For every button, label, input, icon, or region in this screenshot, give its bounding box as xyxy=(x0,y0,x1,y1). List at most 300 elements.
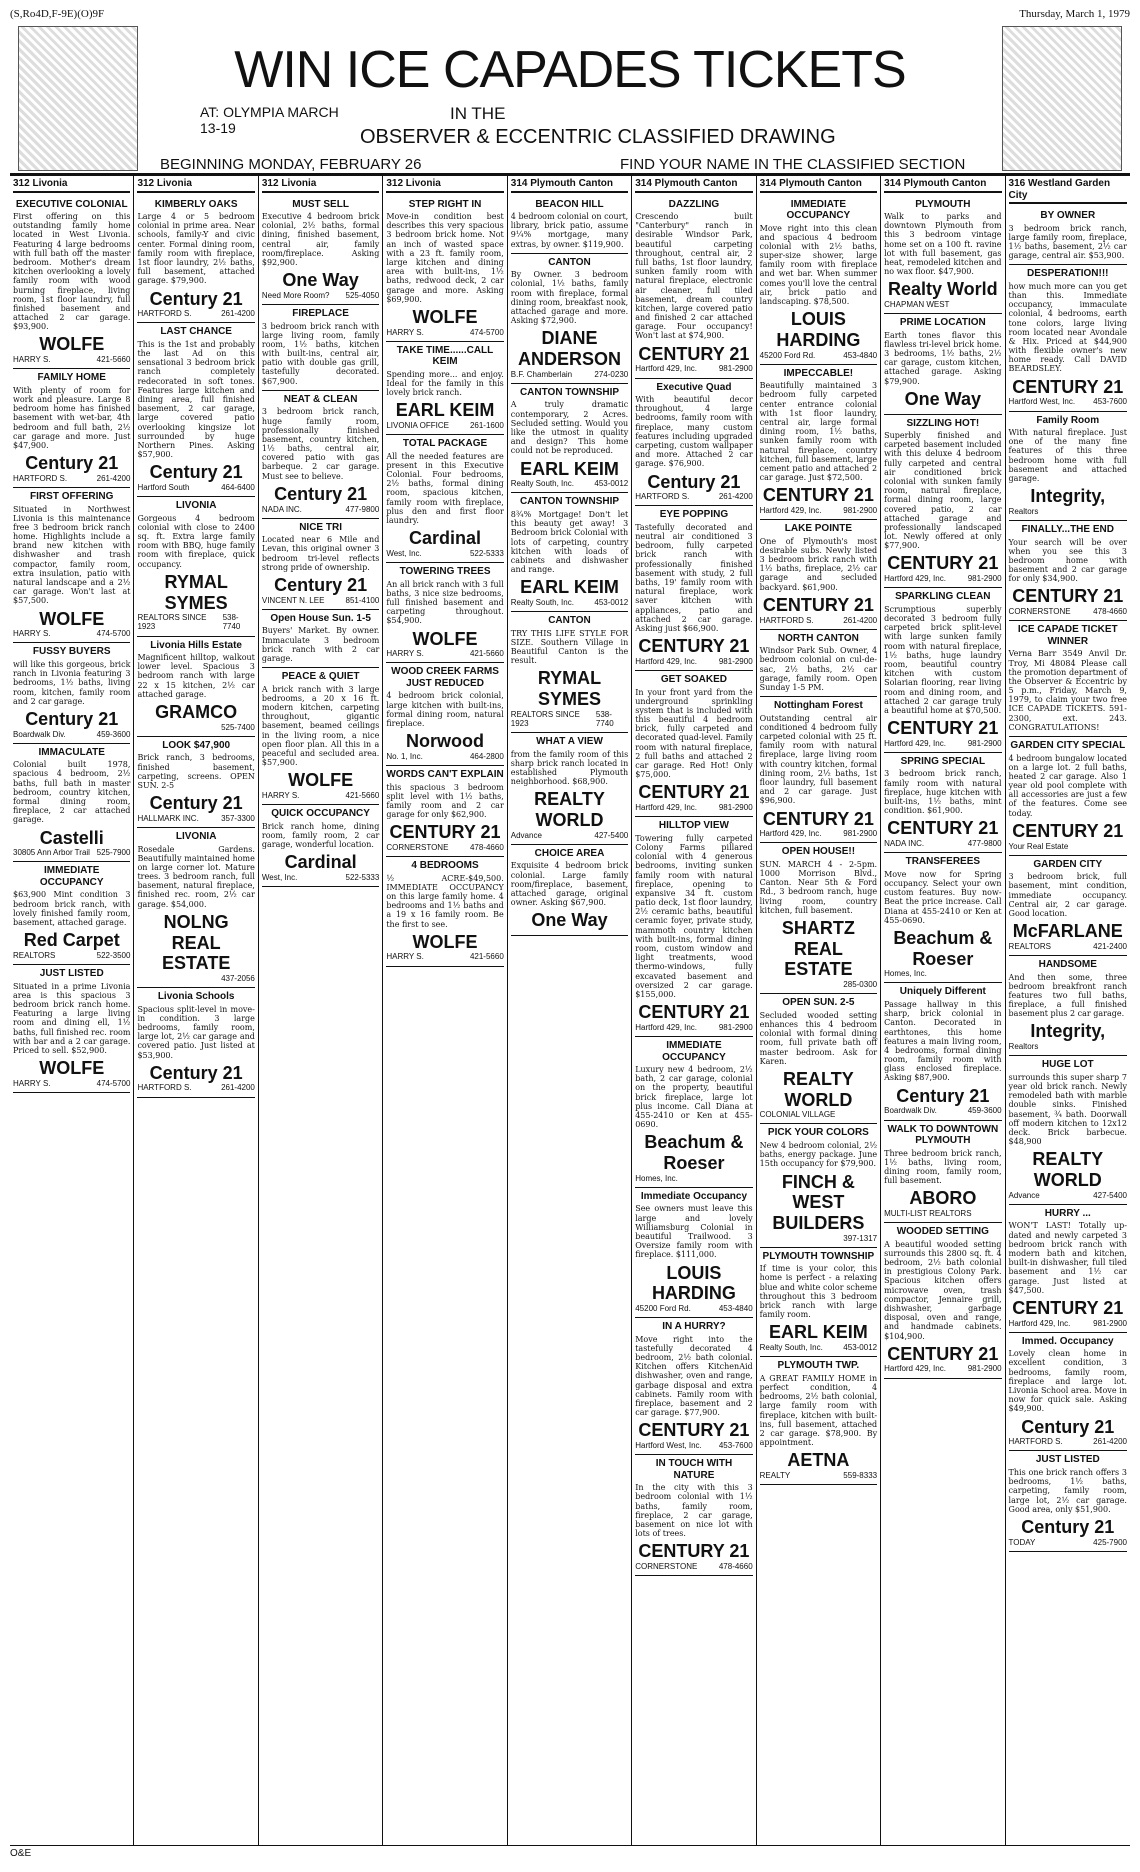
realtor-logo: NOLNG REAL ESTATE xyxy=(161,911,231,974)
ad-contact: HARRY S. xyxy=(13,355,51,365)
classified-ad xyxy=(137,196,254,324)
column-heading: 314 Plymouth Canton xyxy=(511,178,628,193)
ad-title: QUICK OCCUPANCY xyxy=(271,808,370,820)
classified-ad xyxy=(137,988,254,1098)
ad-phone: 474-5700 xyxy=(469,327,504,337)
ad-body: ½ ACRE-$49,500. IMMEDIATE OCCUPANCY on this large family home. 4 bedrooms and 1½ baths and a 19 x 16 family room. Be the first to see. xyxy=(386,873,504,929)
ad-body: In the city with this 3 bedroom colonial with 1½ baths, family room, fireplace, 2 car garage, basement on nice lot with lots of trees. xyxy=(635,1483,753,1539)
classified-ad xyxy=(511,733,628,845)
ad-title: IMMEDIATE OCCUPANCY xyxy=(39,865,104,888)
classified-ad xyxy=(760,196,877,365)
ad-contact: Hartford 429, Inc. xyxy=(635,1022,698,1032)
date-line: Thursday, March 1, 1979 xyxy=(1019,8,1130,20)
ad-title: EYE POPPING xyxy=(659,509,729,521)
ad-title: TAKE TIME......CALL KEIM xyxy=(396,344,494,368)
classified-ad xyxy=(13,744,130,863)
ad-phone: 421-2400 xyxy=(1093,941,1127,951)
ad-title: HUGE LOT xyxy=(1041,1059,1094,1071)
ad-title: GARDEN CITY SPECIAL xyxy=(1010,740,1126,751)
ad-contact-line xyxy=(137,309,254,318)
ad-title: FUSSY BUYERS xyxy=(32,646,111,658)
classified-columns xyxy=(10,176,1130,1846)
column-1 xyxy=(10,176,134,1845)
ad-title: IN A HURRY? xyxy=(662,1321,726,1333)
top-bar xyxy=(10,8,1130,24)
ad-body: Move now for Spring occupancy. Select your own custom features. Buy now-Beat the price increase. Call Diana at 455-2410 or Ken at 455-0690. xyxy=(884,869,1002,925)
realtor-logo: RYMAL SYMES xyxy=(164,571,228,613)
classified-ad xyxy=(760,520,877,630)
ad-phone: 474-5700 xyxy=(96,629,131,639)
ad-contact: 45200 Ford Rd. xyxy=(635,1303,691,1313)
ad-contact: CORNERSTONE xyxy=(635,1561,698,1571)
ad-contact: CORNERSTONE xyxy=(386,842,449,852)
ad-body: Three bedroom brick ranch, 1½ baths, living room, dining room, family room, full basement. xyxy=(884,1148,1002,1186)
classified-ad xyxy=(386,563,503,663)
ad-phone: 981-2900 xyxy=(843,829,878,839)
realtor-logo: Century 21 xyxy=(896,1085,990,1106)
ad-contact-line xyxy=(13,629,130,638)
realtor-logo: Integrity, xyxy=(1030,1021,1106,1042)
ad-title: TRANSFEREES xyxy=(905,856,981,868)
classified-ad xyxy=(1009,856,1127,956)
ad-contact-line xyxy=(884,300,1001,309)
classified-ad xyxy=(635,1188,752,1318)
ad-contact-line xyxy=(386,752,503,761)
column-8 xyxy=(881,176,1005,1845)
ad-contact: HARRY S. xyxy=(386,649,424,659)
ad-body: This one brick ranch offers 3 bedrooms, 1½ baths, carpeting, family room, large lot, 2½ car garage. Good area, only $51,900. xyxy=(1008,1467,1127,1514)
ad-title: CANTON xyxy=(548,256,591,268)
ad-contact-line xyxy=(884,1364,1001,1373)
ad-contact: Advance xyxy=(510,830,542,840)
ad-title: EXECUTIVE COLONIAL xyxy=(15,198,128,210)
ad-title: PICK YOUR COLORS xyxy=(767,1127,869,1139)
ad-phone: 478-4660 xyxy=(1093,607,1127,617)
realtor-logo: CENTURY 21 xyxy=(887,718,999,739)
ad-phone: 525-7900 xyxy=(96,848,131,858)
ad-contact: COLONIAL VILLAGE xyxy=(759,1110,836,1120)
classified-ad xyxy=(760,630,877,697)
column-9 xyxy=(1006,176,1130,1845)
ad-contact: Hartford West, Inc. xyxy=(635,1440,702,1450)
ad-body: Colonial built 1978, spacious 4 bedroom, 2½ baths, full bath in master bedroom, country kitchen, formal dining room, fireplace, 2 car attached garage. xyxy=(13,760,131,825)
ad-body: 3 bedroom brick, full basement, mint condition, immediate occupancy. Central air, 2 car garage. Good location. xyxy=(1008,872,1127,918)
classified-ad xyxy=(884,314,1001,414)
realtor-logo: EARL KEIM xyxy=(520,577,619,598)
realtor-logo: CENTURY 21 xyxy=(887,553,999,574)
ad-body: how much more can you get than this. Immediate occupancy, immaculate colonial, 4 bedrooms, earth tone colors, large living room located near Avondale & Hix. Priced at $44,900 with flexible owner's new home ready. Call DAVID BEARDSLEY. xyxy=(1008,281,1127,374)
classified-ad xyxy=(137,637,254,737)
ad-phone: 453-7600 xyxy=(1093,397,1127,407)
realtor-logo: Century 21 xyxy=(1021,1416,1115,1437)
ad-body: $63,900 Mint condition 3 bedroom brick ranch, with lovely finished family room, basement, attached garage. xyxy=(13,890,131,927)
ad-contact: HARTFORD S. xyxy=(635,492,690,502)
ad-phone: 274-0230 xyxy=(594,369,629,379)
ad-body: Verna Barr 3549 Anvil Dr. Troy, Mi 48084 Please call the promotion department of the Observer & Eccentric by 5 p.m., Friday, March 9, 1979, to claim your two free ICE CAPADE TICKETS. 591-2300, ext. 243. CONGRATULATIONS! xyxy=(1008,649,1127,732)
ad-contact: Homes, Inc. xyxy=(635,1173,678,1183)
ad-contact-line xyxy=(884,574,1001,583)
ad-phone: 421-5660 xyxy=(345,790,380,800)
ad-title: FIREPLACE xyxy=(292,308,349,319)
classified-ad xyxy=(137,323,254,497)
ad-contact-line xyxy=(760,616,877,625)
column-heading: 312 Livonia xyxy=(386,178,503,193)
classified-ad xyxy=(1009,1451,1127,1551)
classified-ad xyxy=(760,1357,877,1485)
ad-contact-line xyxy=(884,839,1001,848)
ad-body: A brick ranch with 3 large bedrooms, a 20 x 16 ft. modern kitchen, carpeting throughout, gigantic basement, beamed ceilings in the living room, a nice open floor plan. All this in a peaceful and secluded area. $57,900. xyxy=(261,684,380,768)
ad-phone: 559-8333 xyxy=(843,1470,878,1480)
ad-title: Family Room xyxy=(1036,414,1100,426)
ad-body: Spending more... and enjoy. Ideal for the family in this lovely brick ranch. xyxy=(386,369,504,398)
ad-title: CANTON xyxy=(548,615,591,627)
ad-phone: 981-2900 xyxy=(718,656,753,666)
realtor-logo: Cardinal xyxy=(409,528,482,549)
ad-body: surrounds this super sharp 7 year old brick ranch. Newly remodeled bath with marble double sinks. Finished basement, ¾ bath. Doorwall off modern kitchen to 12x12 deck. Brick barbecue. $48,900 xyxy=(1008,1072,1127,1147)
ad-body: Your search will be over when you see this 3 bedroom home with basement and 2 car garage for only $34,900. xyxy=(1008,537,1127,584)
ad-contact: B.F. Chamberlain xyxy=(510,369,573,379)
classified-ad xyxy=(884,1223,1001,1378)
column-3 xyxy=(259,176,383,1845)
ad-contact-line xyxy=(1009,607,1127,616)
ad-phone: 478-4660 xyxy=(718,1561,753,1571)
ad-body: WON'T LAST! Totally up-dated and newly carpeted 3 bedroom brick ranch with modern bath and kitchen, built-in dishwasher, full tiled basement and 1½ car garage. Just listed at $47,500. xyxy=(1008,1221,1127,1295)
ad-title: IN TOUCH WITH NATURE xyxy=(655,1458,733,1481)
ad-body: Exquisite 4 bedroom brick colonial. Large family room/fireplace, basement, attached garage, original owner. Asking $67,900. xyxy=(510,861,629,908)
ad-contact-line xyxy=(13,730,130,739)
realtor-logo: CENTURY 21 xyxy=(638,1541,750,1562)
ad-title: OPEN SUN. 2-5 xyxy=(782,997,855,1009)
ad-phone: 421-5660 xyxy=(96,355,131,365)
realtor-logo: WOLFE xyxy=(39,1058,105,1079)
realtor-logo: CENTURY 21 xyxy=(762,485,874,506)
classified-ad xyxy=(511,493,628,612)
ad-phone: 453-0012 xyxy=(594,597,629,607)
ad-contact-line xyxy=(1009,842,1127,851)
ad-phone: 421-5660 xyxy=(469,649,504,659)
ad-phone: 981-2900 xyxy=(718,364,753,374)
ad-title: Immediate Occupancy xyxy=(640,1190,748,1202)
ad-title: WOOD CREEK FARMS JUST REDUCED xyxy=(391,666,499,689)
ad-body: 3 bedroom brick ranch, large family room, fireplace, 1½ baths, basement, 2½ car garage, central air. $53,900. xyxy=(1008,223,1127,261)
ad-phone: 261-4200 xyxy=(1093,1437,1127,1447)
ad-body: And then some, three bedroom breakfront ranch features two full baths, fireplace, a full finished basement plus 2 car garage. xyxy=(1008,972,1127,1019)
ad-title: NEAT & CLEAN xyxy=(283,393,358,405)
classified-ad xyxy=(386,196,503,342)
ad-body: With natural fireplace. Just one of the many fine features of this three bedroom home with full basement and attached garage. xyxy=(1008,428,1127,483)
classified-ad xyxy=(137,828,254,988)
ad-title: NORTH CANTON xyxy=(777,632,859,644)
ad-title: OPEN HOUSE!! xyxy=(781,846,856,858)
ad-contact-line xyxy=(635,1304,752,1313)
ad-contact: Hartford 429, Inc. xyxy=(635,656,698,666)
ad-phone: 453-0012 xyxy=(594,479,629,489)
realtor-logo: EARL KEIM xyxy=(520,458,619,479)
ad-title: ICE CAPADE TICKET WINNER xyxy=(1017,624,1118,647)
realtor-logo: RYMAL SYMES xyxy=(537,668,602,710)
ad-title: Nottingham Forest xyxy=(773,700,863,712)
ad-contact-line xyxy=(262,791,379,800)
column-heading: 312 Livonia xyxy=(262,178,379,193)
ad-title: WALK TO DOWNTOWN PLYMOUTH xyxy=(887,1123,999,1146)
ad-body: Rosedale Gardens. Beautifully maintained home on large corner lot. Mature trees. 3 bedroom ranch, full basement, natural fireplace, finished rec. room, 2½ car garage. $54,000. xyxy=(137,844,255,909)
ad-phone: 981-2900 xyxy=(967,738,1002,748)
ad-contact-line xyxy=(386,649,503,658)
ad-phone: 437-2056 xyxy=(221,973,255,983)
column-4 xyxy=(383,176,507,1845)
ad-phone: 425-7900 xyxy=(1093,1537,1127,1547)
ad-body: Move right into this clean and spacious 4 bedroom colonial with 2½ baths, super-size shower, large family room with fireplace and wet bar. When summer comes you'll love the central air, brick patio and landscaping. $78,500. xyxy=(759,223,878,306)
ad-phone: 453-7600 xyxy=(718,1440,753,1450)
ad-phone: 522-3500 xyxy=(96,950,131,960)
classified-ad xyxy=(511,612,628,733)
ad-title: Immed. Occupancy xyxy=(1021,1335,1114,1347)
ad-contact: Homes, Inc. xyxy=(884,969,927,979)
realtor-logo: REALTY WORLD xyxy=(783,1068,854,1110)
ad-contact-line xyxy=(635,492,752,501)
ad-body: Towering fully carpeted Colony Farms pillared colonial with 4 generous bedrooms, inviting sunken family room with natural fireplace, opening to expansive 34 ft. custom patio deck, 1st floor laundry, 2½ ceramic baths, beautiful ceramic foyer, private study, mammoth country kitchen with built-ins, formal dining room, custom window and light treatments, wood thermo-windows, fully excavated basement and oversized 2 car garage. $155,000. xyxy=(635,833,753,999)
ad-body: New 4 bedroom colonial, 2½ baths, energy package. June 15th occupancy for $79,900. xyxy=(759,1140,878,1169)
ad-body: Outstanding central air conditioned 4 bedroom fully carpeted colonial with 25 ft. family room with natural fireplace, large living room with country kitchen, formal dining room, 2½ baths, 1st floor laundry, full basement and 2 car garage. Just $96,900. xyxy=(759,713,878,806)
ad-contact: Hartford West, Inc. xyxy=(1008,397,1076,407)
ad-body: Located near 6 Mile and Levan, this original owner 3 bedroom tri-level reflects strong pride of ownership. xyxy=(261,535,380,572)
ad-title: JUST LISTED xyxy=(39,968,104,980)
ad-title: DAZZLING xyxy=(668,198,720,210)
realtor-logo: Cardinal xyxy=(284,852,357,873)
ad-title: PEACE & QUIET xyxy=(281,671,360,683)
ad-contact: Hartford 429, Inc. xyxy=(884,574,946,584)
ad-contact: HARTFORD S. xyxy=(1008,1437,1063,1447)
classified-ad xyxy=(884,853,1001,983)
realtor-logo: GRAMCO xyxy=(155,702,238,722)
ad-title: GET SOAKED xyxy=(660,674,727,685)
ad-phone: 522-5333 xyxy=(345,872,380,882)
realtor-logo: Century 21 xyxy=(149,1062,243,1083)
realtor-logo: DIANE ANDERSON xyxy=(517,328,621,370)
ad-contact-line xyxy=(137,1083,254,1092)
ad-title: GARDEN CITY xyxy=(1033,858,1103,870)
ad-phone: 525-4050 xyxy=(345,290,380,300)
ad-phone: 397-1317 xyxy=(843,1233,878,1243)
ad-contact-line xyxy=(262,505,379,514)
classified-ad xyxy=(1009,265,1127,411)
ad-body: Beautifully maintained 3 bedroom fully carpeted center entrance colonial with 1st floor laundry, central air, large formal dining room, 1½ baths, sunken family room with natural fireplace, country kitchen, full basement, large cement patio and attached 2 car garage. Just $72,500. xyxy=(759,381,878,483)
ad-contact-line xyxy=(13,848,130,857)
classified-ad xyxy=(262,610,379,668)
column-6 xyxy=(632,176,756,1845)
classified-ad xyxy=(386,342,503,435)
ad-contact: Hartford 429, Inc. xyxy=(635,364,698,374)
ad-contact: Hartford South xyxy=(137,483,190,492)
ad-title: Uniquely Different xyxy=(899,986,986,998)
classified-ad xyxy=(635,1318,752,1455)
ad-body: A truly dramatic contemporary, 2 Acres. Secluded setting. Would you like the utmost in quality and design? This home could not be reproduced. xyxy=(510,400,629,456)
ad-phone: 357-3300 xyxy=(221,813,255,823)
ad-contact: West, Inc. xyxy=(386,548,422,558)
ad-contact-line xyxy=(1009,1042,1127,1051)
ad-body: A beautiful wooded setting surrounds this 2800 sq. ft. 4 bedroom, 2½ bath colonial in prestigious Colony Park. Spacious kitchen offers microwave oven, trash compactor, Jennaire grill, dishwasher, garbage disposal, oven and range, and handmade cabinets. $104,900. xyxy=(884,1239,1002,1341)
banner xyxy=(10,26,1130,176)
ad-phone: 477-9800 xyxy=(967,839,1002,849)
ad-phone: 522-5333 xyxy=(469,548,504,558)
realtor-logo: Century 21 xyxy=(149,288,243,309)
ad-contact-line xyxy=(137,974,254,983)
classified-ad xyxy=(884,1121,1001,1224)
ad-contact-line xyxy=(635,1174,752,1183)
ad-contact-line xyxy=(386,421,503,430)
realtor-logo: One Way xyxy=(904,388,981,409)
ad-body: Secluded wooded setting enhances this 4 bedroom colonial with formal dining room, full private bath off master bedroom. Ask for Karen. xyxy=(759,1010,878,1066)
ad-body: 4 bedroom brick colonial, large kitchen with built-ins, formal dining room, natural fireplace. xyxy=(386,691,504,728)
ad-contact-line xyxy=(386,843,503,852)
ad-contact: Realty South, Inc. xyxy=(510,597,574,607)
ad-contact-line xyxy=(760,829,877,838)
ad-title: WHAT A VIEW xyxy=(536,736,603,748)
ad-phone: 459-3600 xyxy=(967,1106,1002,1116)
ad-contact-line xyxy=(760,506,877,515)
realtor-logo: EARL KEIM xyxy=(769,1322,868,1343)
realtor-logo: McFARLANE xyxy=(1012,921,1123,942)
ad-contact-line xyxy=(13,355,130,364)
classified-ad xyxy=(1009,1056,1127,1205)
ad-body: Passage hallway in this sharp, brick colonial in Canton. Decorated in earthtones, this home features a main living room, 4 bedrooms, formal dining room, family room with glass enclosed fireplace. Asking $87,900. xyxy=(884,999,1002,1083)
ad-contact-line xyxy=(386,549,503,558)
ad-contact: Hartford 429, Inc. xyxy=(1008,1318,1071,1328)
ad-contact: Your Real Estate xyxy=(1008,841,1069,851)
ad-title: FAMILY HOME xyxy=(37,372,106,384)
ad-title: IMPECCABLE! xyxy=(783,367,854,379)
ad-contact: West, Inc. xyxy=(261,872,298,882)
ad-body: Lovely clean home in excellent condition, 3 bedrooms, family room, fireplace and large lot. Livonia School area. Move in now for quick sale. Asking $49,900. xyxy=(1008,1349,1127,1414)
realtor-logo: CENTURY 21 xyxy=(389,822,501,843)
ad-body: Buyers' Market. By owner. Immaculate 3 bedroom brick ranch with 2 car garage. xyxy=(261,626,380,663)
realtor-logo: WOLFE xyxy=(288,770,354,791)
ad-body: Gorgeous 4 bedroom colonial with close to 2400 sq. ft. Extra large family room with BBQ, huge family room with fireplace, quick occupancy. xyxy=(137,513,255,569)
classified-ad xyxy=(760,697,877,843)
classified-ad xyxy=(13,196,130,370)
ad-phone: 981-2900 xyxy=(1093,1318,1127,1328)
ad-body: If time is your color, this home is perfect - a relaxing blue and white color scheme throughout this 3 bedroom brick ranch with large family room. xyxy=(759,1264,878,1320)
ad-contact-line xyxy=(1009,397,1127,406)
ad-contact-line xyxy=(386,328,503,337)
realtor-logo: Century 21 xyxy=(25,708,119,729)
ad-contact: Hartford 429, Inc. xyxy=(759,506,822,515)
realtor-logo: CENTURY 21 xyxy=(638,782,750,803)
classified-ad xyxy=(511,845,628,936)
realtor-logo: Beachum & Roeser xyxy=(644,1132,744,1173)
realtor-logo: Beachum & Roeser xyxy=(893,927,993,969)
ad-body: Spacious split-level in move-in condition. 3 large bedrooms, family room, large lot, 2½ car garage and covered patio. Just listed at $53,900. xyxy=(137,1004,255,1060)
ad-contact: VINCENT N. LEE xyxy=(261,595,325,605)
ad-contact: REALTORS xyxy=(13,950,56,960)
ad-body: Walk to parks and downtown Plymouth from this 3 bedroom vintage home set on a 100 ft. ravine lot with full basement, gas heat, remodeled kitchen and no wax floor. $47,900. xyxy=(884,212,1002,277)
realtor-logo: WOLFE xyxy=(412,306,478,327)
ad-contact: 45200 Ford Rd. xyxy=(759,350,816,360)
ad-body: With beautiful decor throughout, 4 large bedrooms, family room with fireplace, many custom features including upgraded carpeting, custom wallpaper and more. Attached 2 car garage. $76,900. xyxy=(635,395,753,469)
realtor-logo: Century 21 xyxy=(149,462,243,483)
ad-body: Magnificent hilltop, walkout lower level. Spacious 3 bedroom ranch with large 22 x 15 kitchen, 2½ car attached garage. xyxy=(137,653,255,699)
classified-ad xyxy=(635,196,752,379)
ad-contact: Boardwalk Div. xyxy=(884,1106,937,1116)
ad-contact-line xyxy=(511,370,628,379)
ad-title: PLYMOUTH TWP. xyxy=(777,1360,860,1372)
ad-body: Brick ranch, 3 bedrooms, finished basement, carpeting, screens. OPEN SUN. 2-5 xyxy=(137,753,255,790)
column-heading: 312 Livonia xyxy=(13,178,130,193)
ad-contact: HARTFORD S. xyxy=(137,1083,192,1093)
ad-contact: CHAPMAN WEST xyxy=(884,300,950,309)
ad-body: Superbly finished and carpeted basement included with this deluxe 4 bedroom fully carpeted and central air conditioned brick colonial with sunken family room, natural fireplace, formal dining room, large covered patio, 2 car attached garage and professionally landscaped lot. Newly offered at only $77,900. xyxy=(884,431,1002,551)
ad-contact-line xyxy=(262,596,379,605)
realtor-logo: CENTURY 21 xyxy=(887,818,999,839)
classified-ad xyxy=(1009,412,1127,522)
ad-phone: 981-2900 xyxy=(843,506,878,515)
realtor-logo: REALTY WORLD xyxy=(534,789,605,831)
column-heading: 314 Plymouth Canton xyxy=(760,178,877,193)
ad-body: Executive 4 bedroom brick colonial, 2½ baths, formal dining, finished basement, central air, family room/fireplace. Asking $92,900. xyxy=(261,212,380,267)
ad-body: will like this gorgeous, brick ranch in Livonia featuring 3 bedrooms, 1½ baths, living room, kitchen, family room and 2 car garage. xyxy=(13,659,131,706)
ad-body: 3 bedroom brick ranch, huge family room, professionally finished basement, country kitchen, 1½ baths, central air, covered patio with gas barbeque. 2 car garage. Must see to believe. xyxy=(261,407,380,481)
realtor-logo: Norwood xyxy=(406,731,485,752)
ad-contact: Realtors xyxy=(1008,506,1039,516)
ad-contact-line xyxy=(511,710,628,728)
ad-contact-line xyxy=(760,1471,877,1480)
classified-ad xyxy=(635,379,752,507)
realtor-logo: Castelli xyxy=(39,827,104,848)
realtor-logo: Realty World xyxy=(887,279,998,300)
ad-title: LAST CHANCE xyxy=(160,326,232,338)
ad-contact-line xyxy=(137,814,254,823)
ad-contact-line xyxy=(760,980,877,989)
ad-title: PRIME LOCATION xyxy=(899,317,986,329)
ad-body: See owners must leave this large and lovely Williamsburg Colonial in beautiful Trailwood. 3 Oversize family room with fireplace. $111,000. xyxy=(635,1204,753,1260)
ad-title: SPARKLING CLEAN xyxy=(895,591,991,603)
ad-title: TOTAL PACKAGE xyxy=(402,438,488,450)
ad-phone: 261-4200 xyxy=(96,473,131,483)
realtor-logo: Century 21 xyxy=(25,453,119,474)
classified-ad xyxy=(1009,737,1127,856)
realtor-logo: Century 21 xyxy=(1021,1516,1115,1537)
ad-contact-line xyxy=(511,479,628,488)
ad-phone: 474-5700 xyxy=(96,1078,131,1088)
realtor-logo: One Way xyxy=(282,270,359,291)
ad-contact-line xyxy=(262,873,379,882)
ad-phone: 525-7400 xyxy=(221,722,255,732)
ad-contact: HARRY S. xyxy=(386,327,424,337)
realtor-logo: Century 21 xyxy=(274,483,368,504)
ad-contact: Hartford 429, Inc. xyxy=(635,803,698,813)
ad-phone: 464-6400 xyxy=(221,483,255,492)
realtor-logo: AETNA xyxy=(787,1450,850,1471)
column-heading: 312 Livonia xyxy=(137,178,254,193)
edition-code: (S,Ro4D,F-9E)(O)9F xyxy=(10,8,105,20)
ad-body: this spacious 3 bedroom split level with 1½ baths, family room and 2 car garage for only $62,900. xyxy=(386,782,504,820)
ad-body: Tastefully decorated and neutral air conditioned 3 bedroom, fully carpeted brick ranch with professionally finished basement with study, 2 full baths, 19' family room with natural fireplace, work saver kitchen with appliances, patio and attached 2 car garage. Asking just $66,900. xyxy=(635,522,753,633)
realtor-logo: CENTURY 21 xyxy=(762,808,874,829)
find-name-text: FIND YOUR NAME IN THE CLASSIFIED SECTION xyxy=(620,156,966,173)
realtor-logo: One Way xyxy=(531,910,608,931)
realtor-logo: CENTURY 21 xyxy=(1012,1297,1124,1318)
ad-contact-line xyxy=(386,952,503,961)
ad-phone: 421-5660 xyxy=(469,952,504,962)
ad-contact: Boardwalk Div. xyxy=(13,729,66,739)
ad-contact: HARTFORD S. xyxy=(13,473,68,483)
ad-body: Situated in Northwest Livonia is this maintenance free 3 bedroom brick ranch home. Highlights include a brand new kitchen with dishwasher and trash compactor, family room, extra insulation, patio with natural landscape and a 2½ car garage. Won't last at $57,500. xyxy=(13,504,131,606)
headline: WIN ICE CAPADES TICKETS xyxy=(234,41,906,99)
ad-title: FINALLY...THE END xyxy=(1021,524,1114,535)
classified-ad xyxy=(760,365,877,520)
ad-phone: 478-4660 xyxy=(469,842,504,852)
ad-title: STEP RIGHT IN xyxy=(408,198,482,210)
